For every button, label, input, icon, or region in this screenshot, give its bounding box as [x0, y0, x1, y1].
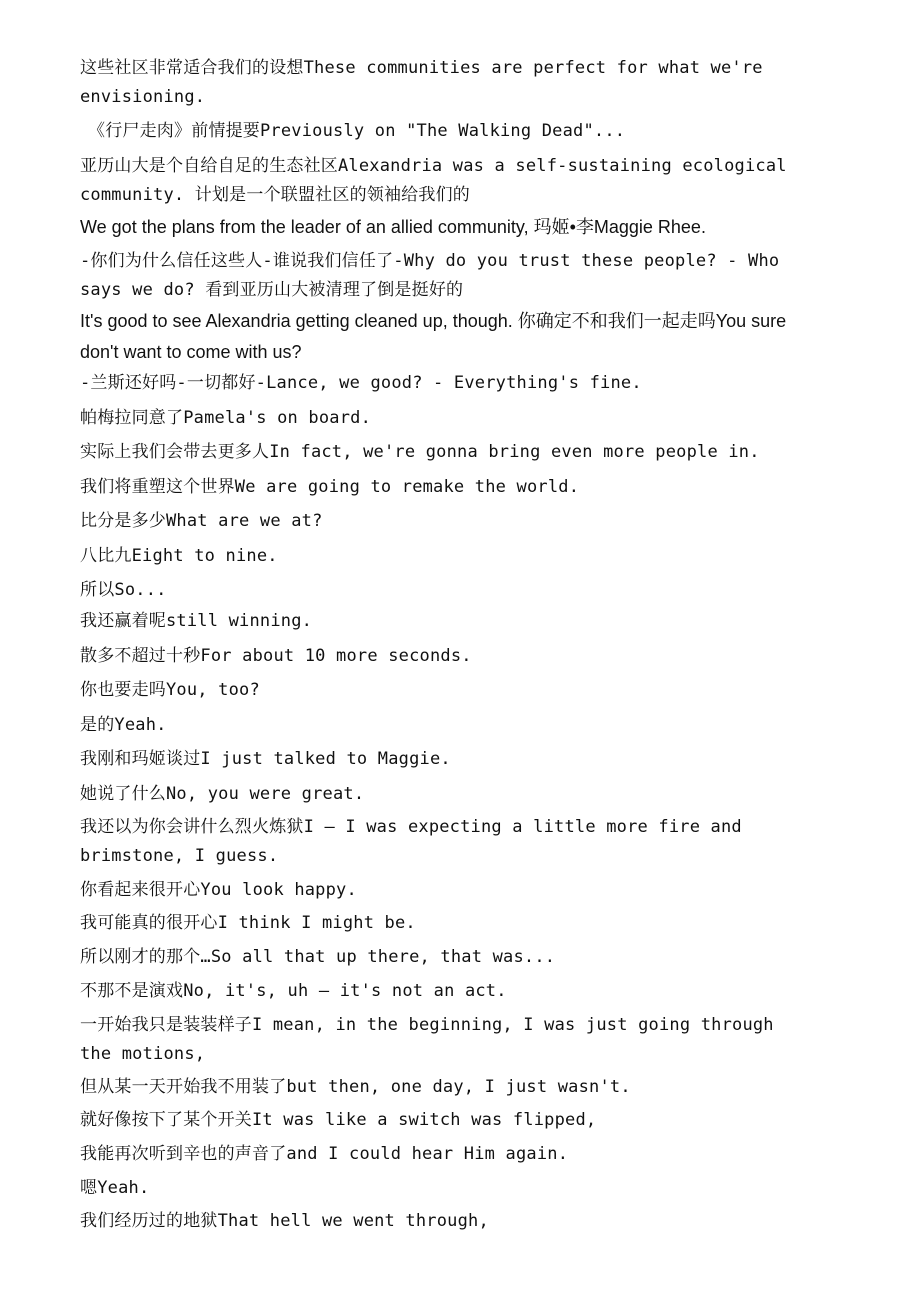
- text-line: 《行尸走肉》前情提要Previously on "The Walking Dead"...: [88, 121, 626, 141]
- text-line: 嗯Yeah.: [80, 1178, 150, 1198]
- text-line: 我能再次听到辛也的声音了and I could hear Him again.: [80, 1144, 569, 1164]
- text-line: 帕梅拉同意了Pamela's on board.: [80, 408, 372, 428]
- text-line: 我可能真的很开心I think I might be.: [80, 913, 416, 933]
- text-line: 一开始我只是装装样子I mean, in the beginning, I was just going through the motions,: [80, 1015, 785, 1064]
- text-line: 就好像按下了某个开关It was like a switch was flipped,: [80, 1110, 597, 1130]
- text-line: It's good to see Alexandria getting cleaned up, though. 你确定不和我们一起走吗You sure don't want to come with us?: [80, 311, 792, 362]
- text-line: 亚历山大是个自给自足的生态社区Alexandria was a self-sustaining ecological community. 计划是一个联盟社区的领袖给我们的: [80, 156, 798, 205]
- text-line: 是的Yeah.: [80, 715, 167, 735]
- text-line: 我刚和玛姬谈过I just talked to Maggie.: [80, 749, 451, 769]
- text-line: 实际上我们会带去更多人In fact, we're gonna bring even more people in.: [80, 442, 760, 462]
- text-line: 我还以为你会讲什么烈火炼狱I — I was expecting a little more fire and brimstone, I guess.: [80, 817, 753, 866]
- text-line: 你看起来很开心You look happy.: [80, 880, 357, 900]
- text-line: 我还赢着呢still winning.: [80, 611, 313, 631]
- text-line: 我们经历过的地狱That hell we went through,: [80, 1211, 489, 1231]
- text-line: 不那不是演戏No, it's, uh — it's not an act.: [80, 981, 507, 1001]
- text-line: 这些社区非常适合我们的设想These communities are perfect for what we're envisioning.: [80, 58, 774, 107]
- text-line: -兰斯还好吗-一切都好-Lance, we good? - Everything's fine.: [80, 373, 642, 393]
- text-line: 散多不超过十秒For about 10 more seconds.: [80, 646, 472, 666]
- text-line: 她说了什么No, you were great.: [80, 784, 365, 804]
- text-line: 我们将重塑这个世界We are going to remake the world.: [80, 477, 580, 497]
- text-line: 所以So...: [80, 580, 167, 600]
- text-line: 你也要走吗You, too?: [80, 680, 260, 700]
- text-line: 比分是多少What are we at?: [80, 511, 323, 531]
- text-line: -你们为什么信任这些人-谁说我们信任了-Why do you trust these people? - Who says we do? 看到亚历山大被清理了倒是挺好的: [80, 251, 790, 300]
- text-line: 但从某一天开始我不用装了but then, one day, I just wasn't.: [80, 1077, 631, 1097]
- text-line: 所以刚才的那个…So all that up there, that was...: [80, 947, 556, 967]
- text-line: 八比九Eight to nine.: [80, 546, 278, 566]
- text-line: We got the plans from the leader of an allied community, 玛姬•李Maggie Rhee.: [80, 217, 706, 237]
